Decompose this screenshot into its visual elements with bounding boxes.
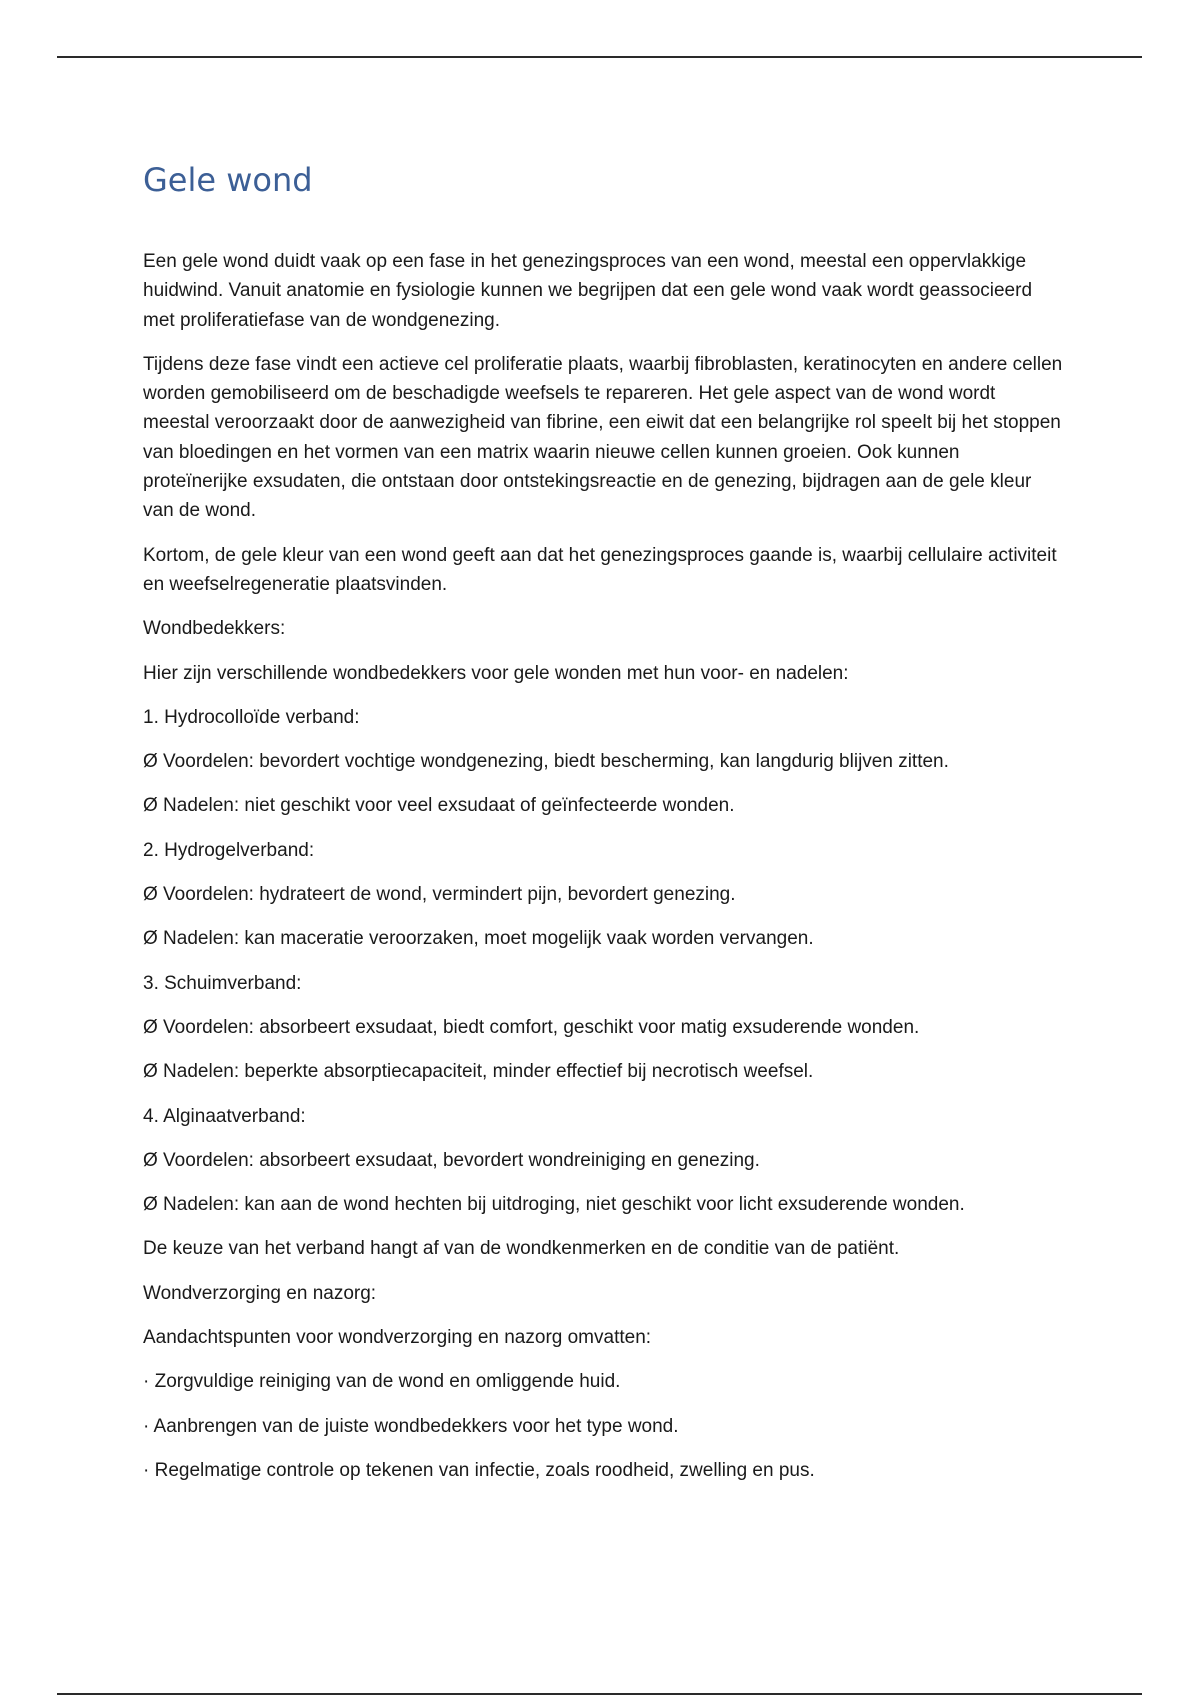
bullet-item: · Zorgvuldige reiniging van de wond en omliggende huid. xyxy=(143,1371,621,1393)
list-item-advantages: Ø Voordelen: absorbeert exsudaat, biedt comfort, geschikt voor matig exsuderende wonden. xyxy=(143,1016,920,1038)
list-item-disadvantages: Ø Nadelen: beperkte absorptiecapaciteit, minder effectief bij necrotisch weefsel. xyxy=(143,1061,814,1083)
list-item-disadvantages: Ø Nadelen: kan aan de wond hechten bij uitdroging, niet geschikt voor licht exsuderende wonden. xyxy=(143,1194,965,1216)
paragraph-intro: Een gele wond duidt vaak op een fase in het genezingsproces van een wond, meestal een oppervlakkige huidwind. Vanuit anatomie en fysiologie kunnen we begrijpen dat een gele wond vaak wordt geassocieerd met proliferatiefase van de wondgenezing. xyxy=(143,251,1033,331)
list-item-dressing-title: 2. Hydrogelverband: xyxy=(143,839,315,861)
list-item-dressing-title: 4. Alginaatverband: xyxy=(143,1105,306,1127)
bullet-item: · Aanbrengen van de juiste wondbedekkers voor het type wond. xyxy=(143,1415,679,1437)
section-heading-wound-care: Wondverzorging en nazorg: xyxy=(143,1282,377,1304)
paragraph-summary: Kortom, de gele kleur van een wond geeft aan dat het genezingsproces gaande is, waarbij cellulaire activiteit en weefselregeneratie plaatsvinden. xyxy=(143,544,1057,595)
list-item-advantages: Ø Voordelen: bevordert vochtige wondgenezing, biedt bescherming, kan langdurig blijven zitten. xyxy=(143,751,949,773)
page-top-rule xyxy=(57,56,1142,58)
paragraph-dressings-intro: Hier zijn verschillende wondbedekkers voor gele wonden met hun voor- en nadelen: xyxy=(143,662,849,684)
document-title: Gele wond xyxy=(143,161,313,199)
list-item-advantages: Ø Voordelen: hydrateert de wond, vermindert pijn, bevordert genezing. xyxy=(143,884,736,906)
list-item-disadvantages: Ø Nadelen: kan maceratie veroorzaken, moet mogelijk vaak worden vervangen. xyxy=(143,928,814,950)
list-item-dressing-title: 1. Hydrocolloïde verband: xyxy=(143,706,360,728)
section-heading-wound-dressings: Wondbedekkers: xyxy=(143,618,286,640)
list-item-advantages: Ø Voordelen: absorbeert exsudaat, bevordert wondreiniging en genezing. xyxy=(143,1149,760,1171)
document-body xyxy=(143,160,1063,1500)
bullet-item: · Regelmatige controle op tekenen van infectie, zoals roodheid, zwelling en pus. xyxy=(143,1459,815,1481)
page-bottom-rule xyxy=(57,1693,1142,1695)
paragraph-care-intro: Aandachtspunten voor wondverzorging en nazorg omvatten: xyxy=(143,1327,652,1349)
paragraph-dressing-choice: De keuze van het verband hangt af van de wondkenmerken en de conditie van de patiënt. xyxy=(143,1238,900,1260)
list-item-disadvantages: Ø Nadelen: niet geschikt voor veel exsudaat of geïnfecteerde wonden. xyxy=(143,795,735,817)
list-item-dressing-title: 3. Schuimverband: xyxy=(143,972,302,994)
paragraph-proliferation: Tijdens deze fase vindt een actieve cel proliferatie plaats, waarbij fibroblasten, keratinocyten en andere cellen worden gemobiliseerd om de beschadigde weefsels te repareren. Het gele aspect van de wond wordt meestal veroorzaakt door de aanwezigheid van fibrine, een eiwit dat een belangrijke rol speelt bij het stoppen van bloedingen en het vormen van een matrix waarin nieuwe cellen kunnen groeien. Ook kunnen proteïnerijke exsudaten, die ontstaan door ontstekingsreactie en de genezing, bijdragen aan de gele kleur van de wond. xyxy=(143,353,1063,522)
